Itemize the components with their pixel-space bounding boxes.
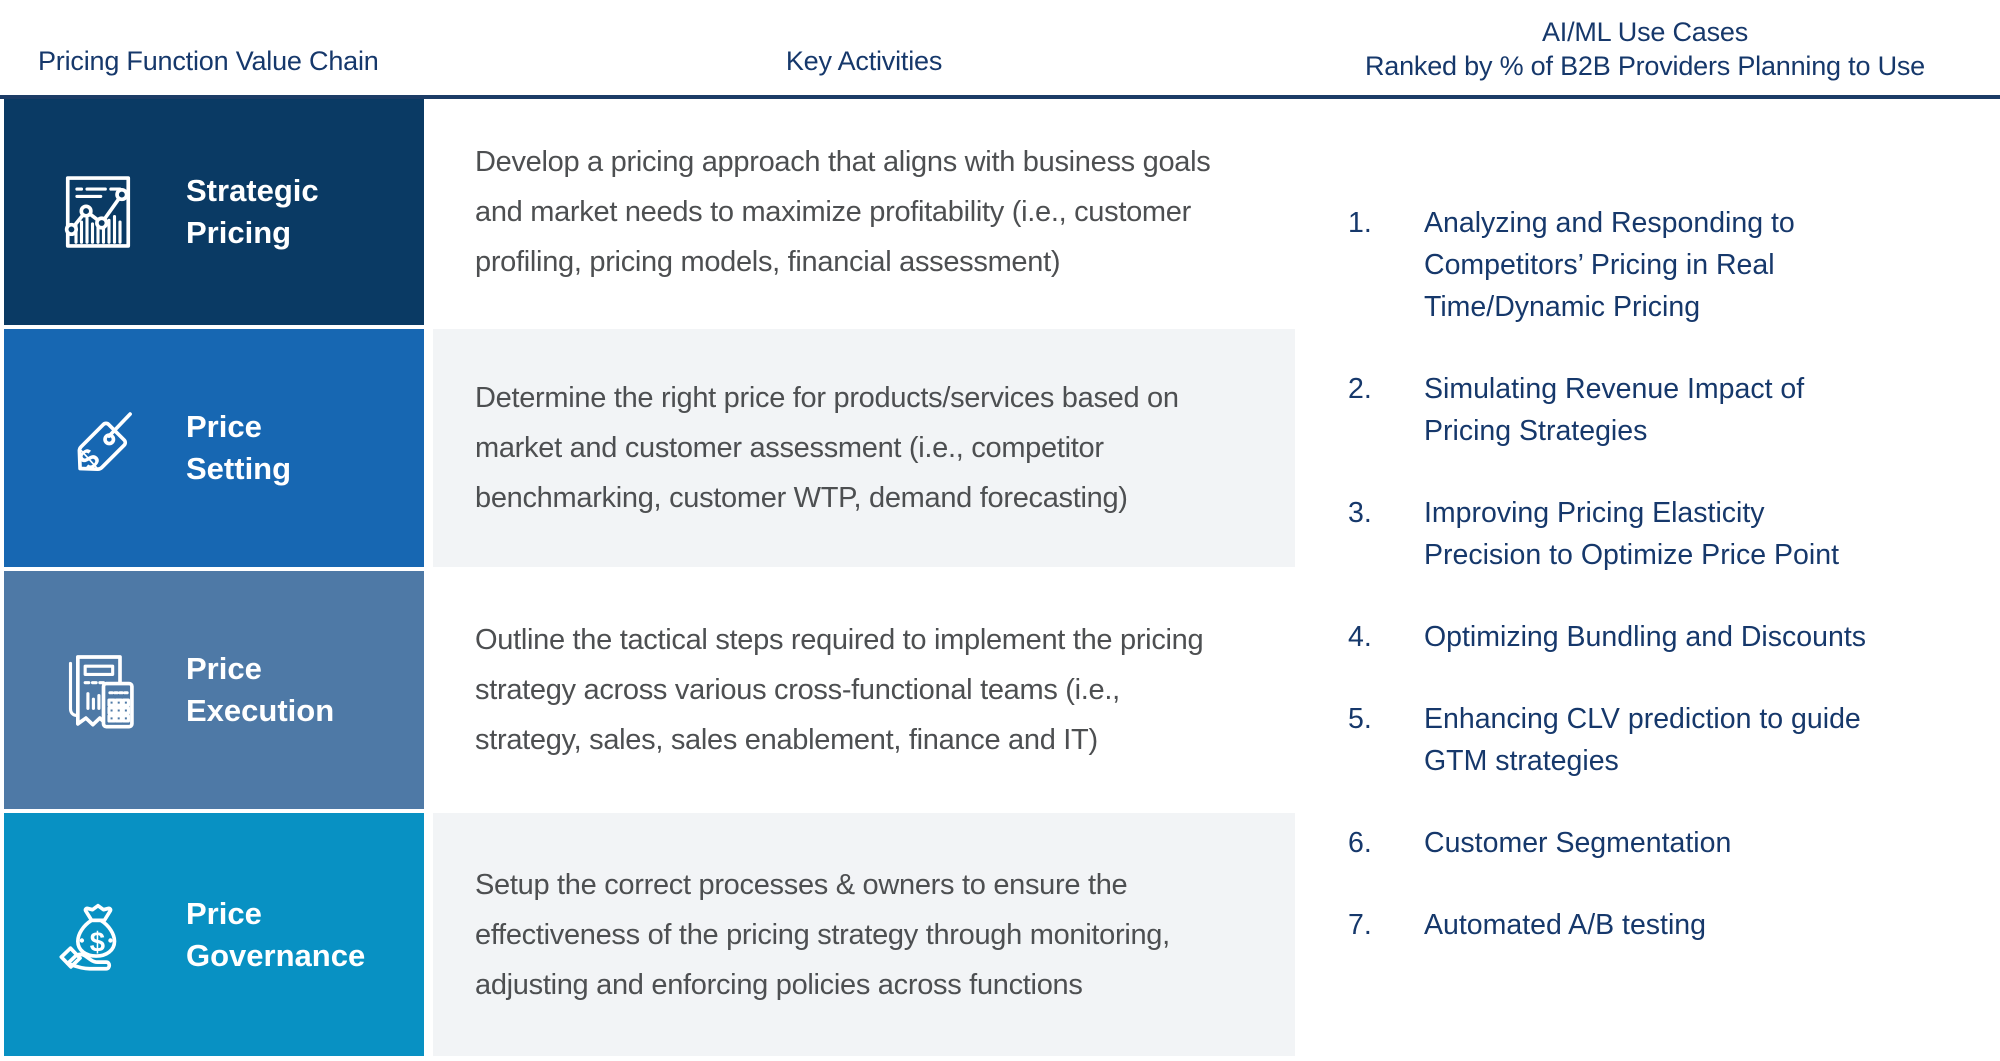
chain-box-price-execution (4, 571, 424, 809)
use-case-item (1348, 698, 1904, 782)
activity-cell (433, 329, 1295, 567)
chain-label (186, 170, 319, 254)
use-case-item (1348, 822, 1904, 864)
svg-text:$: $ (89, 926, 106, 957)
row-price-governance (4, 813, 1295, 1056)
chain-box-strategic-pricing (4, 99, 424, 325)
chain-label-line1: Strategic (186, 173, 319, 208)
chain-box-price-governance (4, 813, 424, 1056)
use-case-item (1348, 616, 1904, 658)
use-case-number: 6. (1348, 827, 1372, 859)
activity-text: Setup the correct processes & owners to ensure the effectiveness of the pricing strategy through monitoring, adjusting and enforcing policies across functions (475, 868, 1170, 1001)
use-case-text: Simulating Revenue Impact of Pricing Strategies (1424, 373, 1805, 447)
activity-cell (433, 571, 1295, 809)
chain-label (186, 648, 334, 732)
chain-label (186, 406, 291, 490)
use-case-text: Improving Pricing Elasticity Precision to Optimize Price Point (1424, 497, 1839, 571)
column-header-ai-ml-use-cases (1295, 0, 1995, 95)
row-strategic-pricing (4, 99, 1295, 325)
use-case-item (1348, 492, 1904, 576)
chain-label-line2: Governance (186, 937, 366, 973)
analytics-chart-icon (54, 168, 142, 256)
use-case-number: 4. (1348, 621, 1372, 653)
use-case-text: Enhancing CLV prediction to guide GTM strategies (1424, 703, 1861, 777)
chain-box-price-setting (4, 329, 424, 567)
chain-label-line2: Pricing (186, 215, 292, 250)
svg-text:$: $ (72, 441, 107, 478)
use-case-text: Customer Segmentation (1424, 827, 1732, 859)
chain-label-line1: Price (186, 895, 262, 931)
row-price-execution (4, 571, 1295, 809)
use-case-item (1348, 904, 1904, 946)
chain-label-line1: Price (186, 409, 262, 444)
use-case-item (1348, 202, 1904, 328)
chain-label (186, 893, 365, 977)
use-case-number: 3. (1348, 497, 1372, 529)
use-case-number: 1. (1348, 207, 1372, 239)
use-case-item (1348, 368, 1904, 452)
use-case-text: Automated A/B testing (1424, 909, 1707, 941)
header-ai-ml-line2: Ranked by % of B2B Providers Planning to Use (1364, 51, 1925, 81)
column-header-key-activities: Key Activities (785, 46, 943, 76)
chain-label-line2: Setting (186, 451, 292, 486)
activity-text: Develop a pricing approach that aligns with business goals and market needs to maximize profitability (i.e., customer profiling, pricing models, financial assessment) (475, 146, 1211, 278)
use-case-number: 2. (1348, 373, 1372, 405)
row-price-setting (4, 329, 1295, 567)
use-case-text: Analyzing and Responding to Competitors’ Pricing in Real Time/Dynamic Pricing (1424, 207, 1795, 323)
money-bag-hand-icon (54, 891, 142, 979)
receipt-calculator-icon (54, 646, 142, 734)
chain-label-line1: Price (186, 651, 262, 686)
chain-label-line2: Execution (186, 693, 335, 728)
header-ai-ml-line1: AI/ML Use Cases (1541, 17, 1749, 47)
activity-text: Determine the right price for products/services based on market and customer assessment (i.e., competitor benchmarking, customer WTP, demand forecasting) (475, 382, 1179, 514)
ai-ml-use-case-list (1348, 202, 1904, 986)
price-tag-icon (54, 404, 142, 492)
use-case-number: 7. (1348, 909, 1372, 941)
activity-text: Outline the tactical steps required to implement the pricing strategy across various cross-functional teams (i.e., strategy, sales, sales enablement, finance and IT) (475, 624, 1204, 756)
column-header-value-chain: Pricing Function Value Chain (38, 46, 379, 76)
activity-cell (433, 99, 1295, 325)
use-case-text: Optimizing Bundling and Discounts (1424, 621, 1866, 653)
activity-cell (433, 813, 1295, 1056)
use-case-number: 5. (1348, 703, 1372, 735)
value-chain-rows (4, 99, 1295, 1056)
